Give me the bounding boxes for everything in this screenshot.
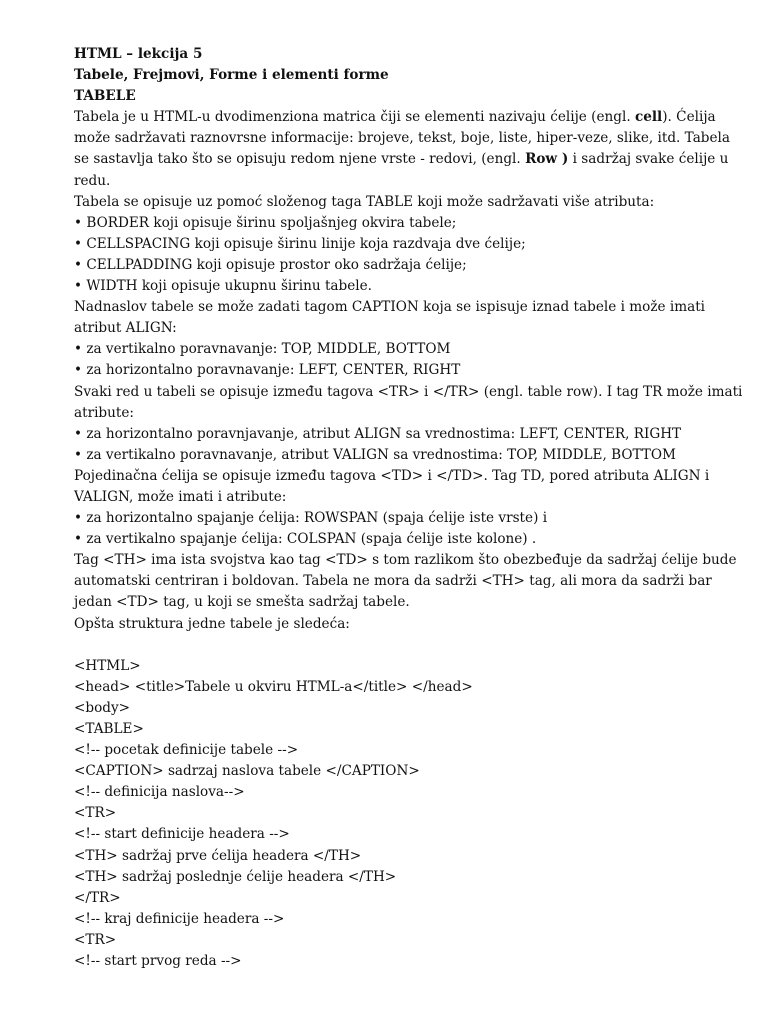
blank-line [74,635,728,656]
text-fragment: Tabela je u HTML-u dvodimenziona matrica čiji se elementi nazivaju ćelije (engl. [74,109,635,126]
bullet-item: • za vertikalno poravnavanje, atribut VALIGN sa vrednostima: TOP, MIDDLE, BOTTOM [74,446,676,463]
text-line: Tag <TH> ima ista svojstva kao tag <TD> s tom razlikom što obezbeđuje da sadržaj ćelije bude [74,552,737,569]
code-line: <!-- kraj definicije headera --> [74,910,285,927]
bullet-item: • za horizontalno poravnjavanje, atribut ALIGN sa vrednostima: LEFT, CENTER, RIGHT [74,425,682,442]
bullet-item: • CELLSPACING koji opisuje širinu linije koja razdvaja dve ćelije; [74,235,526,252]
text-fragment: se sastavlja tako što se opisuju redom njene vrste - redovi, (engl. [74,151,526,168]
code-line: <TH> sadržaj prve ćelija headera </TH> [74,847,362,864]
text-fragment: i sadržaj svake ćelije u [568,151,729,168]
bullet-item: • BORDER koji opisuje širinu spoljašnjeg okvira tabele; [74,214,457,231]
code-line: <!-- pocetak definicije tabele --> [74,742,299,759]
code-line: <head> <title>Tabele u okviru HTML-a</title> </head> [74,678,473,695]
section-heading: TABELE [74,88,136,105]
bullet-item: • za vertikalno spajanje ćelija: COLSPAN (spaja ćelije iste kolone) . [74,531,537,548]
text-fragment: ). Ćelija [662,109,716,126]
bullet-item: • WIDTH koji opisuje ukupnu širinu tabele. [74,278,372,295]
text-line: atribute: [74,404,134,421]
code-line: </TR> [74,889,121,906]
bullet-item: • za vertikalno poravnavanje: TOP, MIDDLE, BOTTOM [74,341,451,358]
text-line: Svaki red u tabeli se opisuje između tagova <TR> i </TR> (engl. table row). I tag TR može imati [74,383,743,400]
paragraph-line [74,107,728,128]
paragraph-line: može sadržavati raznovrsne informacije: brojeve, tekst, boje, liste, hiper-veze, slike, itd. Tabela [74,130,730,147]
text-line: atribut ALIGN: [74,320,177,337]
text-line: jedan <TD> tag, u koji se smešta sadržaj tabele. [74,594,410,611]
bullet-item: • za horizontalno spajanje ćelija: ROWSPAN (spaja ćelije iste vrste) i [74,510,548,527]
code-line: <HTML> [74,657,141,674]
text-line: Tabela se opisuje uz pomoć složenog taga TABLE koji može sadržavati više atributa: [74,193,655,210]
code-line: <body> [74,699,131,716]
term-cell: cell [634,109,663,126]
code-line: <TR> [74,931,117,948]
lesson-subtitle: Tabele, Frejmovi, Forme i elementi forme [74,67,389,84]
term-row: Row ) [525,151,569,168]
code-line: <TABLE> [74,721,144,737]
paragraph-line [74,149,728,170]
text-line: Nadnaslov tabele se može zadati tagom CAPTION koja se ispisuje iznad tabele i može imati [74,299,706,316]
text-line: automatski centriran i boldovan. Tabela ne mora da sadrži <TH> tag, ali mora da sadrži bar [74,573,712,590]
code-line: <!-- definicija naslova--> [74,784,245,801]
code-line: <!-- start definicije headera --> [74,826,290,843]
lesson-title: HTML – lekcija 5 [74,46,203,62]
bullet-item: • za horizontalno poravnavanje: LEFT, CENTER, RIGHT [74,362,461,379]
code-line: <!-- start prvog reda --> [74,953,242,970]
code-line: <CAPTION> sadrzaj naslova tabele </CAPTION> [74,763,420,780]
code-line: <TH> sadržaj poslednje ćelije headera </TH> [74,868,397,885]
bullet-item: • CELLPADDING koji opisuje prostor oko sadržaja ćelije; [74,256,467,273]
paragraph-line: redu. [74,172,111,189]
text-line: VALIGN, može imati i atribute: [74,488,287,505]
code-line: <TR> [74,805,117,822]
text-line: Pojedinačna ćelija se opisuje između tagova <TD> i </TD>. Tag TD, pored atributa ALIGN i [74,467,710,484]
text-line: Opšta struktura jedne tabele je sledeća: [74,615,350,632]
